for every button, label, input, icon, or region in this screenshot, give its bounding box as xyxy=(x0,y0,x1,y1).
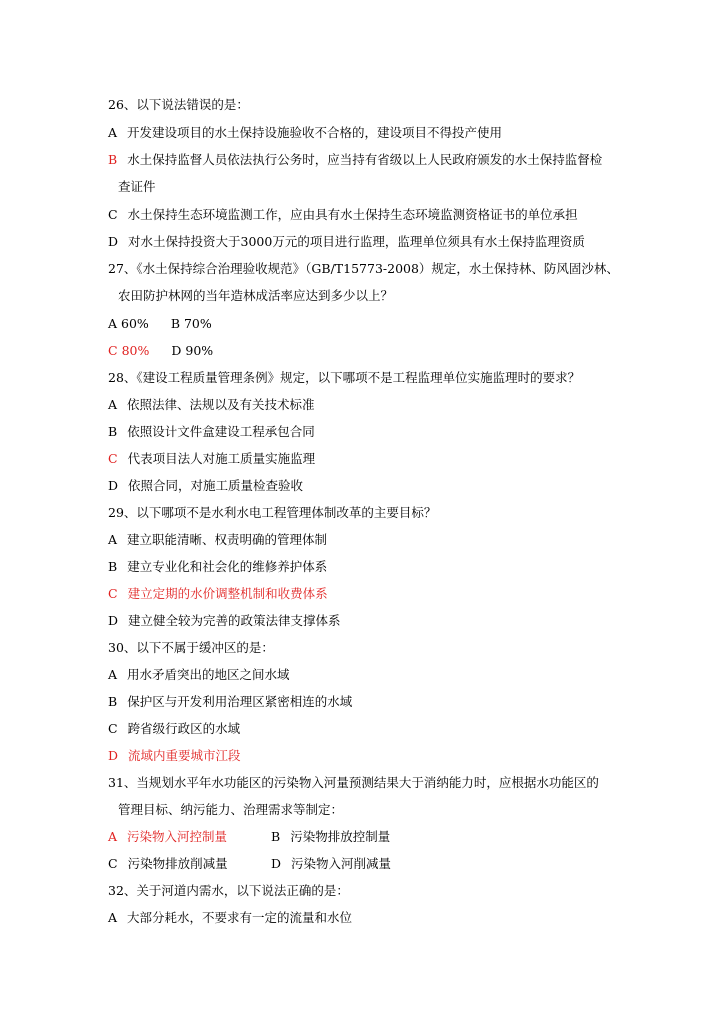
answer-text: 流域内重要城市江段 xyxy=(128,748,241,763)
option-30-a: A 用水矛盾突出的地区之间水域 xyxy=(108,667,290,682)
question-27: 27、《水土保持综合治理验收规范》（GB/T15773-2008）规定，水土保持林、防风固沙林、 xyxy=(108,261,619,276)
option-26-c: C 水土保持生态环境监测工作，应由具有水土保持生态环境监测资格证书的单位承担 xyxy=(108,207,578,222)
option-29-c xyxy=(108,586,328,602)
answer-letter: C xyxy=(108,586,118,601)
option-26-d: D 对水土保持投资大于3000万元的项目进行监理，监理单位须具有水土保持监理资质 xyxy=(108,234,585,249)
answer-text: 80% xyxy=(121,343,150,358)
options-27-ab: A 60% B 70% xyxy=(108,316,212,331)
answer-letter: C xyxy=(108,451,118,466)
question-text: 26、以下说法错误的是： xyxy=(108,97,249,112)
options-31-ab xyxy=(108,829,438,845)
option-31-b: B 污染物排放控制量 xyxy=(271,829,391,844)
answer-text: 污染物入河控制量 xyxy=(127,829,228,844)
option-28-d: D 依照合同，对施工质量检查验收 xyxy=(108,478,304,493)
option-31-d: D 污染物入河削减量 xyxy=(271,856,392,871)
question-31-cont: 管理目标、纳污能力、治理需求等制定： xyxy=(118,802,344,817)
option-30-c: C 跨省级行政区的水域 xyxy=(108,721,241,736)
option-28-c: C 代表项目法人对施工质量实施监理 xyxy=(108,451,316,466)
question-27-cont: 农田防护林网的当年造林成活率应达到多少以上？ xyxy=(118,288,394,303)
option-29-b: B 建立专业化和社会化的维修养护体系 xyxy=(108,559,328,574)
options-31-cd: C 污染物排放削减量 D 污染物入河削减量 xyxy=(108,856,392,871)
option-32-a: A 大部分耗水，不要求有一定的流量和水位 xyxy=(108,910,353,925)
option-26-b: B 水土保持监督人员依法执行公务时，应当持有省级以上人民政府颁发的水土保持监督检 xyxy=(108,152,603,167)
option-30-d xyxy=(108,748,241,764)
question-31: 31、当规划水平年水功能区的污染物入河量预测结果大于消纳能力时，应根据水功能区的 xyxy=(108,775,599,790)
option-29-d: D 建立健全较为完善的政策法律支撑体系 xyxy=(108,613,341,628)
answer-letter: D xyxy=(108,748,119,763)
answer-text: 建立定期的水价调整机制和收费体系 xyxy=(127,586,328,601)
answer-letter: A xyxy=(108,829,118,844)
question-30: 30、以下不属于缓冲区的是： xyxy=(108,640,274,655)
question-32: 32、关于河道内需水，以下说法正确的是： xyxy=(108,883,349,898)
option-26-a: A 开发建设项目的水土保持设施验收不合格的，建设项目不得投产使用 xyxy=(108,125,503,140)
option-30-b: B 保护区与开发利用治理区紧密相连的水域 xyxy=(108,694,353,709)
options-27-cd: C 80% D 90% xyxy=(108,343,214,358)
question-26 xyxy=(108,97,249,113)
question-29: 29、以下哪项不是水利水电工程管理体制改革的主要目标？ xyxy=(108,505,437,520)
option-29-a: A 建立职能清晰、权责明确的管理体制 xyxy=(108,532,328,547)
question-28: 28、《建设工程质量管理条例》规定，以下哪项不是工程监理单位实施监理时的要求？ xyxy=(108,370,581,385)
answer-letter: C xyxy=(108,343,118,358)
option-28-a: A 依照法律、法规以及有关技术标准 xyxy=(108,397,315,412)
answer-letter: B xyxy=(108,152,118,167)
option-26-b-cont: 查证件 xyxy=(118,179,156,194)
option-28-b: B 依照设计文件盒建设工程承包合同 xyxy=(108,424,315,439)
